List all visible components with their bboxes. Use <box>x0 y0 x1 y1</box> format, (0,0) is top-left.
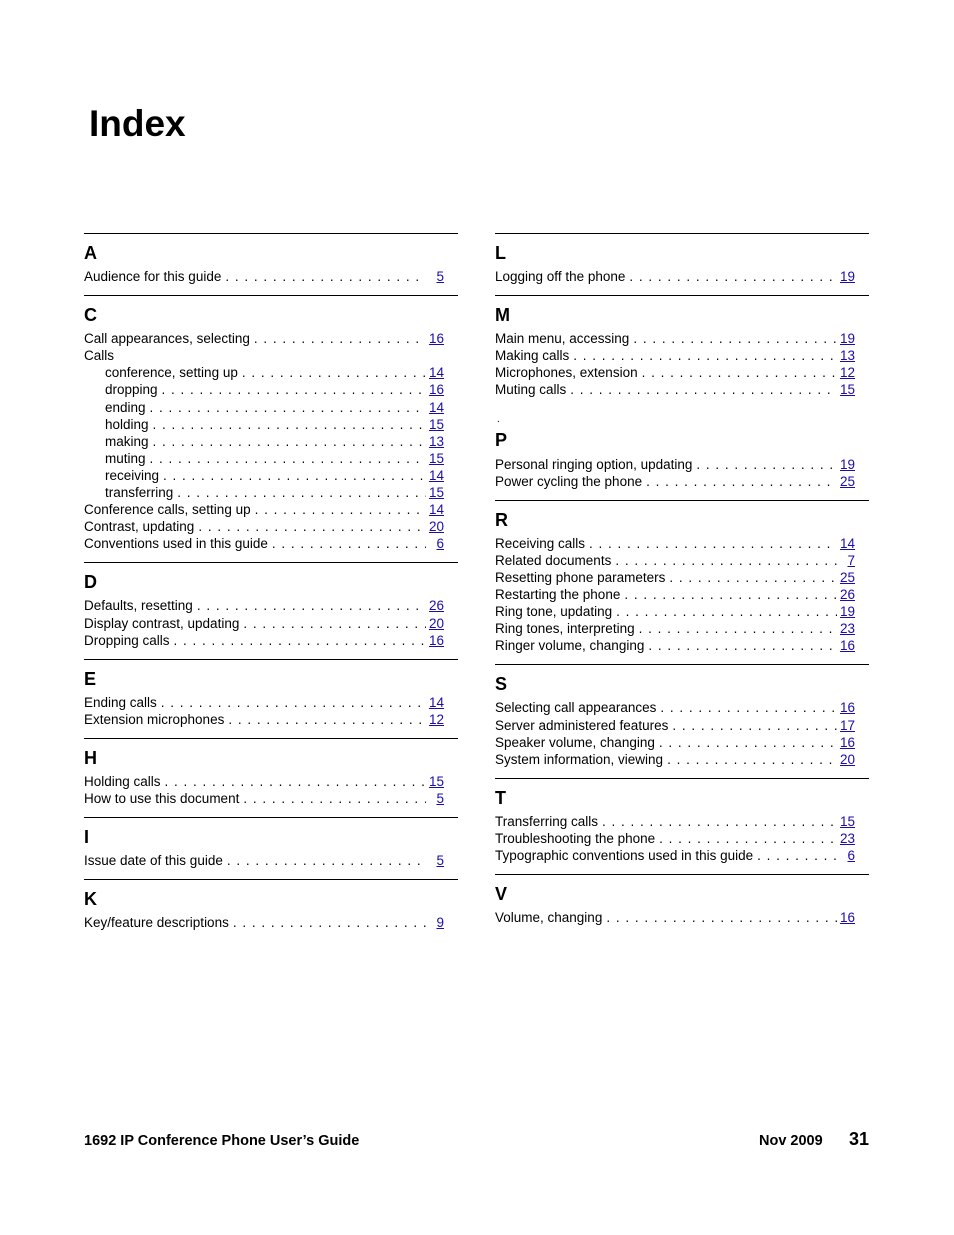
page-link[interactable]: 13 <box>839 348 855 364</box>
index-section-l <box>495 233 869 285</box>
entry-text: Display contrast, updating <box>84 615 240 631</box>
entry-text: holding <box>105 416 149 432</box>
index-entry <box>84 694 458 711</box>
index-section-m <box>495 295 869 398</box>
page-link[interactable]: 15 <box>428 450 444 466</box>
page-link[interactable]: 14 <box>428 399 444 415</box>
page-link[interactable]: 16 <box>839 734 855 750</box>
index-section-d <box>84 562 458 648</box>
entry-text: conference, setting up <box>105 365 238 381</box>
entry-text: making <box>105 433 149 449</box>
index-section-a <box>84 233 458 285</box>
index-entry <box>84 614 458 631</box>
page-link[interactable]: 16 <box>839 910 855 926</box>
section-letter: D <box>84 572 97 593</box>
dot-leader <box>667 751 837 768</box>
page-link[interactable]: 14 <box>839 535 855 551</box>
entry-text: Holding calls <box>84 773 161 789</box>
dot-leader <box>228 711 426 728</box>
dot-leader <box>150 399 426 416</box>
entry-text: Volume, changing <box>495 910 603 926</box>
page-link[interactable]: 15 <box>428 416 444 432</box>
index-entry <box>495 586 869 603</box>
entry-text: Main menu, accessing <box>495 331 630 347</box>
page-link[interactable]: 9 <box>436 915 444 931</box>
index-section-e <box>84 659 458 728</box>
index-entry <box>495 813 869 830</box>
index-section-t <box>495 778 869 864</box>
index-entry <box>84 773 458 790</box>
dot-leader <box>573 347 837 364</box>
index-entry <box>495 569 869 586</box>
section-letter: V <box>495 883 508 904</box>
section-letter: P <box>495 430 508 451</box>
footer-page-number: 31 <box>849 1129 870 1149</box>
page-link[interactable]: 12 <box>428 711 444 727</box>
dot-leader <box>153 416 426 433</box>
page-link[interactable]: 16 <box>839 638 855 654</box>
entry-text: Server administered features <box>495 717 669 733</box>
page-link[interactable]: 19 <box>839 269 855 285</box>
index-entry <box>84 347 458 364</box>
entry-text: Ring tones, interpreting <box>495 621 635 637</box>
index-entry <box>84 398 458 415</box>
page-link[interactable]: 7 <box>847 552 855 568</box>
page-link[interactable]: 20 <box>428 519 444 535</box>
entry-text: Typographic conventions used in this guide <box>495 847 754 863</box>
page-link[interactable]: 14 <box>428 467 444 483</box>
index-entry <box>495 603 869 620</box>
index-section-p <box>495 408 869 489</box>
index-section-i <box>84 817 458 869</box>
entry-text: Extension microphones <box>84 711 225 727</box>
section-letter: K <box>84 889 97 910</box>
index-entry <box>84 416 458 433</box>
index-entry <box>84 484 458 501</box>
index-entry <box>84 330 458 347</box>
dot-leader <box>165 773 426 790</box>
index-entry <box>495 552 869 569</box>
dot-leader <box>589 535 837 552</box>
page-link[interactable]: 17 <box>839 717 855 733</box>
stray-dot: . <box>497 414 500 426</box>
index-entry <box>495 268 869 285</box>
entry-text: Audience for this guide <box>84 269 222 285</box>
page-link[interactable]: 23 <box>839 830 855 846</box>
section-letter: C <box>84 305 97 326</box>
entry-text: Making calls <box>495 348 570 364</box>
index-section-s <box>495 664 869 767</box>
page-link[interactable]: 16 <box>428 382 444 398</box>
dot-leader <box>696 456 837 473</box>
dot-leader <box>243 790 426 807</box>
entry-text: receiving <box>105 467 160 483</box>
entry-text: Contrast, updating <box>84 519 195 535</box>
index-entry <box>495 620 869 637</box>
page-link[interactable]: 5 <box>436 790 444 806</box>
page-link[interactable]: 14 <box>428 365 444 381</box>
dot-leader <box>659 734 837 751</box>
dot-leader <box>624 586 837 603</box>
index-entry <box>84 597 458 614</box>
page-link[interactable]: 19 <box>839 331 855 347</box>
page-link[interactable]: 16 <box>428 331 444 347</box>
entry-text: Ending calls <box>84 694 157 710</box>
page-link[interactable]: 5 <box>436 269 444 285</box>
dot-leader <box>646 473 837 490</box>
index-entry <box>84 790 458 807</box>
entry-text: ending <box>105 399 146 415</box>
section-letter: E <box>84 668 97 689</box>
index-entry <box>84 467 458 484</box>
entry-text: Calls <box>84 348 115 364</box>
dot-leader <box>163 467 426 484</box>
section-letter: T <box>495 787 506 808</box>
entry-text: transferring <box>105 485 174 501</box>
dot-leader <box>615 552 837 569</box>
index-entry <box>495 699 869 716</box>
section-letter: A <box>84 243 97 263</box>
index-entry <box>495 473 869 490</box>
entry-text: Troubleshooting the phone <box>495 830 656 846</box>
index-entry <box>84 381 458 398</box>
dot-leader <box>225 268 426 285</box>
page-link[interactable]: 23 <box>839 621 855 637</box>
index-entry <box>84 268 458 285</box>
page-link[interactable]: 15 <box>428 773 444 789</box>
page-link[interactable]: 19 <box>839 456 855 472</box>
dot-leader <box>243 615 426 632</box>
page-link[interactable]: 6 <box>436 536 444 552</box>
index-entry <box>495 734 869 751</box>
dot-leader <box>177 484 426 501</box>
dot-leader <box>161 694 426 711</box>
index-entry <box>495 716 869 733</box>
dot-leader <box>254 330 426 347</box>
page-link[interactable]: 12 <box>839 365 855 381</box>
entry-text: System information, viewing <box>495 751 664 767</box>
index-entry <box>495 909 869 926</box>
page-link[interactable]: 15 <box>839 813 855 829</box>
dot-leader <box>642 364 837 381</box>
dot-leader <box>233 914 426 931</box>
dot-leader <box>669 569 837 586</box>
section-letter: L <box>495 243 506 263</box>
entry-text: Resetting phone parameters <box>495 569 666 585</box>
dot-leader <box>227 852 426 869</box>
page-link[interactable]: 13 <box>428 433 444 449</box>
entry-text: muting <box>105 450 146 466</box>
dot-leader <box>272 535 426 552</box>
dot-leader <box>242 364 426 381</box>
dot-leader <box>570 381 837 398</box>
index-entry <box>84 433 458 450</box>
footer-date: Nov 2009 <box>759 1133 823 1149</box>
page-link[interactable]: 14 <box>428 502 444 518</box>
dot-leader <box>660 699 837 716</box>
index-column-right <box>495 233 869 936</box>
dot-leader <box>174 632 426 649</box>
dot-leader <box>255 501 426 518</box>
dot-leader <box>153 433 426 450</box>
index-entry <box>495 847 869 864</box>
index-entry <box>84 450 458 467</box>
section-letter: I <box>84 826 90 847</box>
section-letter: R <box>495 509 508 530</box>
dot-leader <box>639 620 837 637</box>
index-entry <box>495 830 869 847</box>
entry-text: Issue date of this guide <box>84 853 223 869</box>
entry-text: Conventions used in this guide <box>84 536 268 552</box>
entry-text: Muting calls <box>495 382 567 398</box>
index-entry <box>84 914 458 931</box>
entry-text: Ring tone, updating <box>495 604 613 620</box>
index-column-left <box>84 233 458 941</box>
index-entry <box>495 364 869 381</box>
dot-leader <box>616 603 837 620</box>
index-entry <box>495 535 869 552</box>
entry-text: How to use this document <box>84 790 240 806</box>
index-entry <box>84 518 458 535</box>
entry-text: Dropping calls <box>84 632 170 648</box>
dot-leader <box>648 637 837 654</box>
section-letter: S <box>495 674 508 695</box>
dot-leader <box>197 597 426 614</box>
page-link[interactable]: 16 <box>428 632 444 648</box>
entry-text: Logging off the phone <box>495 269 626 285</box>
index-entry <box>84 364 458 381</box>
page-link[interactable]: 15 <box>839 382 855 398</box>
index-entry <box>495 347 869 364</box>
dot-leader <box>672 717 837 734</box>
page-link[interactable]: 20 <box>428 615 444 631</box>
index-entry <box>84 632 458 649</box>
dot-leader <box>757 847 837 864</box>
index-entry <box>84 501 458 518</box>
dot-leader <box>602 813 837 830</box>
entry-text: Conference calls, setting up <box>84 502 251 518</box>
entry-text: Key/feature descriptions <box>84 915 229 931</box>
page-link[interactable]: 25 <box>839 473 855 489</box>
entry-text: Selecting call appearances <box>495 700 657 716</box>
dot-leader <box>633 330 837 347</box>
entry-text: dropping <box>105 382 158 398</box>
section-letter: M <box>495 305 510 326</box>
page-link[interactable]: 25 <box>839 569 855 585</box>
page-link[interactable]: 19 <box>839 604 855 620</box>
entry-text: Defaults, resetting <box>84 598 193 614</box>
entry-text: Related documents <box>495 552 612 568</box>
page-link[interactable]: 16 <box>839 700 855 716</box>
index-entry <box>84 852 458 869</box>
entry-text: Transferring calls <box>495 813 599 829</box>
index-entry <box>495 751 869 768</box>
index-entry <box>495 381 869 398</box>
page-link[interactable]: 14 <box>428 694 444 710</box>
index-section-v <box>495 874 869 926</box>
dot-leader <box>150 450 426 467</box>
entry-text: Receiving calls <box>495 535 586 551</box>
section-letter: H <box>84 747 97 768</box>
index-entry <box>84 711 458 728</box>
page-link[interactable]: 26 <box>428 598 444 614</box>
dot-leader <box>629 268 837 285</box>
footer-doc-title: 1692 IP Conference Phone User’s Guide <box>84 1133 360 1149</box>
dot-leader <box>659 830 837 847</box>
dot-leader <box>162 381 426 398</box>
dot-leader <box>606 909 837 926</box>
index-entry <box>495 637 869 654</box>
index-entry <box>495 455 869 472</box>
entry-text: Restarting the phone <box>495 587 621 603</box>
entry-text: Personal ringing option, updating <box>495 456 693 472</box>
page-title: Index <box>89 103 186 144</box>
index-entry <box>495 330 869 347</box>
page-link[interactable]: 6 <box>847 847 855 863</box>
index-section-r <box>495 500 869 655</box>
page-link[interactable]: 15 <box>428 485 444 501</box>
index-entry <box>84 535 458 552</box>
page-link[interactable]: 26 <box>839 587 855 603</box>
page-link[interactable]: 20 <box>839 751 855 767</box>
entry-text: Microphones, extension <box>495 365 638 381</box>
index-section-k <box>84 879 458 931</box>
index-section-h <box>84 738 458 807</box>
entry-text: Ringer volume, changing <box>495 638 645 654</box>
index-section-c <box>84 295 458 552</box>
entry-text: Call appearances, selecting <box>84 331 250 347</box>
dot-leader <box>198 518 426 535</box>
page-link[interactable]: 5 <box>436 853 444 869</box>
entry-text: Power cycling the phone <box>495 473 643 489</box>
entry-text: Speaker volume, changing <box>495 734 655 750</box>
